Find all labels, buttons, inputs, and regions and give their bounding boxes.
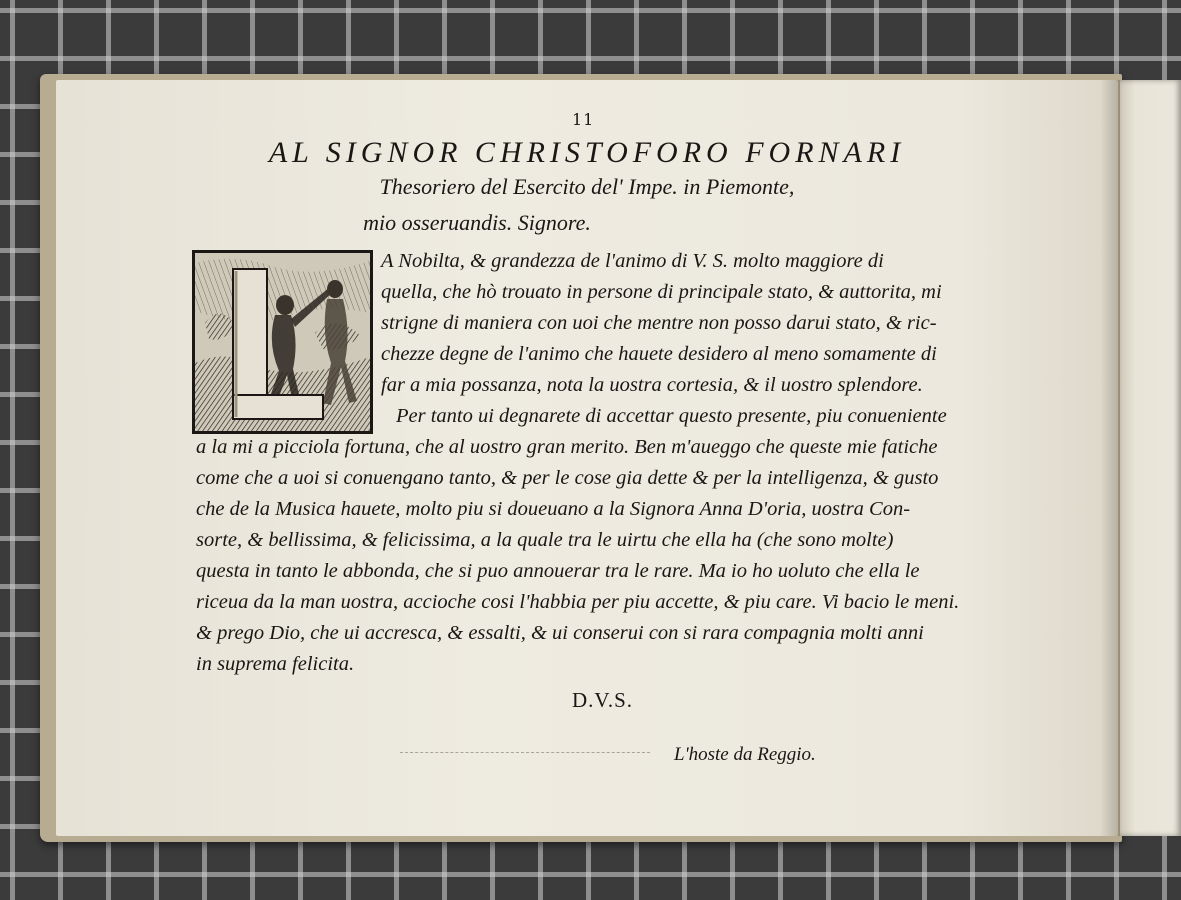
signature: L'hoste da Reggio.	[674, 744, 816, 765]
body-line: che de la Musica hauete, molto piu si doueuano a la Signora Anna D'oria, uostra Con-	[196, 498, 911, 520]
dedication-title: AL SIGNOR CHRISTOFORO FORNARI	[268, 136, 906, 169]
body-line: quella, che hò trouato in persone di principale stato, & auttorita, mi	[381, 281, 942, 303]
body-line: questa in tanto le abbonda, che si puo annouerar tra le rare. Ma io ho uoluto che ella le	[196, 560, 920, 582]
closing-initials: D.V.S.	[572, 688, 634, 712]
dedication-subtitle-line: mio osseruandis. Signore.	[363, 210, 591, 235]
dedication-subtitle-line: Thesoriero del Esercito del' Impe. in Piemonte,	[379, 174, 795, 199]
body-line: strigne di maniera con uoi che mentre non posso darui stato, & ric-	[381, 312, 937, 334]
page-number: 11	[572, 110, 595, 129]
body-line: riceua da la man uostra, accioche cosi l'habbia per piu accette, & piu care. Vi bacio le meni.	[196, 591, 960, 613]
binding-shadow	[1100, 80, 1122, 836]
book-page	[56, 80, 1118, 836]
body-line: A Nobilta, & grandezza de l'animo di V. S. molto maggiore di	[381, 250, 884, 272]
adjacent-page-edge	[1120, 80, 1181, 836]
body-line: & prego Dio, che ui accresca, & essalti, & ui conserui con si rara compagnia molti anni	[196, 622, 924, 644]
body-line: a la mi a picciola fortuna, che al uostro gran merito. Ben m'aueggo che queste mie fatiche	[196, 436, 938, 458]
faint-divider	[400, 752, 650, 753]
decorated-initial	[192, 250, 373, 434]
body-line: far a mia possanza, nota la uostra cortesia, & il uostro splendore.	[381, 374, 923, 396]
body-line: sorte, & bellissima, & felicissima, a la quale tra le uirtu che ella ha (che sono molte)	[196, 529, 894, 551]
body-line: chezze degne de l'animo che hauete desidero al meno somamente di	[381, 343, 937, 365]
body-line: in suprema felicita.	[196, 653, 355, 675]
body-line: come che a uoi si conuengano tanto, & per le cose gia dette & per la intelligenza, & gusto	[196, 467, 939, 489]
woodcut-illustration	[195, 253, 370, 431]
body-line: Per tanto ui degnarete di accettar questo presente, piu conueniente	[396, 405, 947, 427]
